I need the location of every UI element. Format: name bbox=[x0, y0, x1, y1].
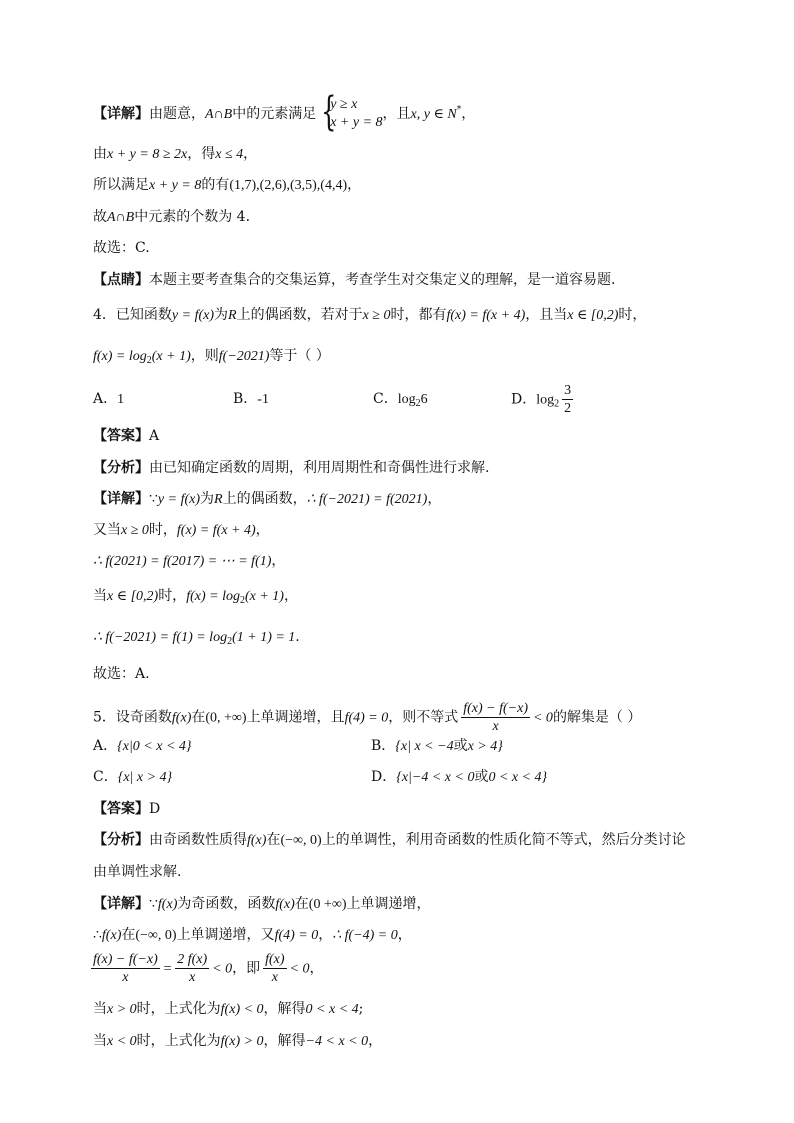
detail-tag: 【详解】 bbox=[93, 491, 149, 507]
math: x < 0 bbox=[107, 1034, 137, 1049]
text: 所以满足 bbox=[93, 177, 149, 193]
text: 上的偶函数， bbox=[222, 491, 307, 507]
math: f(x) = f(x + 4) bbox=[446, 308, 526, 323]
text: ， bbox=[347, 177, 362, 193]
fraction bbox=[562, 382, 573, 417]
q4-option-a[interactable] bbox=[93, 389, 124, 410]
math: f(x) bbox=[247, 833, 267, 848]
text: 5．设奇函数 bbox=[93, 709, 172, 726]
q5-detail-1 bbox=[93, 894, 431, 915]
option-value: -1 bbox=[257, 392, 269, 407]
math: ∴ f(−2021) = f(1) = log bbox=[93, 630, 228, 645]
math: f(x) = log bbox=[93, 349, 147, 364]
q3-text: 中的元素满足 bbox=[232, 106, 317, 122]
text: ∵ bbox=[149, 491, 158, 507]
text: ，则不等式 bbox=[388, 709, 459, 726]
math: = bbox=[162, 961, 173, 977]
math: < 0 bbox=[532, 710, 553, 726]
denominator: x bbox=[122, 970, 129, 985]
text: ，且当 bbox=[525, 307, 568, 323]
denominator: x bbox=[189, 970, 196, 985]
text: ， bbox=[271, 553, 286, 569]
equation-system: { y ≥ x x + y = 8 bbox=[321, 89, 383, 135]
answer-tag: 【答案】 bbox=[93, 428, 149, 444]
math: y = f(x) bbox=[157, 492, 201, 507]
text: 的解集是（ ） bbox=[552, 709, 642, 726]
inequality-fraction bbox=[461, 700, 530, 735]
math: x ≤ 4 bbox=[215, 147, 244, 162]
text: ， bbox=[427, 491, 442, 507]
q4-stem bbox=[93, 305, 646, 326]
detail-tag: 【详解】 bbox=[93, 106, 149, 122]
option-label: C． bbox=[373, 391, 398, 407]
text: ，解得 bbox=[263, 1033, 306, 1049]
math: f(x) bbox=[101, 928, 122, 943]
math: x ≥ 0 bbox=[362, 308, 391, 323]
math: f(−2021) bbox=[218, 349, 270, 364]
log-base: 2 bbox=[146, 355, 152, 366]
q5-detail-2 bbox=[93, 925, 412, 946]
q4-choose: 故选：A. bbox=[93, 666, 150, 682]
option-value: {x| x > 4} bbox=[117, 770, 173, 785]
q3-choose: 故选：C. bbox=[93, 240, 150, 256]
text: ，即 bbox=[232, 960, 261, 977]
text: 在 bbox=[294, 896, 309, 912]
q4-detail-1 bbox=[93, 489, 441, 510]
option-label: D． bbox=[511, 391, 537, 408]
numerator: f(x) − f(−x) bbox=[463, 701, 528, 716]
log-base: 2 bbox=[415, 398, 421, 409]
q4-option-d[interactable] bbox=[511, 382, 576, 417]
math: x ≥ 0 bbox=[121, 523, 149, 538]
q3-star: * bbox=[456, 105, 462, 115]
text: 又当 bbox=[93, 522, 121, 538]
detail-tag: 【详解】 bbox=[93, 896, 149, 912]
text: 为 bbox=[214, 307, 229, 323]
text: ， bbox=[243, 146, 258, 162]
option-value: {x|0 < x < 4} bbox=[117, 739, 192, 754]
math: (0, +∞) bbox=[205, 710, 247, 726]
q5-option-d[interactable] bbox=[371, 767, 547, 788]
text: 故 bbox=[93, 209, 107, 225]
math: f(x) bbox=[157, 897, 178, 912]
q3-text: ， bbox=[461, 106, 476, 122]
math: f(x) bbox=[171, 710, 192, 726]
text: 时，都有 bbox=[390, 307, 447, 323]
q3-comment bbox=[93, 270, 615, 290]
text: 等于（ ） bbox=[269, 348, 330, 364]
math: f(x) = f(x + 4) bbox=[176, 523, 256, 538]
math: ∴ f(2021) = f(2017) = ⋯ = f(1) bbox=[93, 554, 272, 569]
q5-option-c[interactable] bbox=[93, 767, 172, 788]
text: 时，上式化为 bbox=[136, 1001, 221, 1017]
system-row: x + y = 8 bbox=[330, 115, 383, 130]
text: ， bbox=[309, 960, 324, 977]
option-label: D． bbox=[371, 769, 397, 785]
math: 0 < x < 4 bbox=[305, 1002, 359, 1017]
text: 上单调递增，且 bbox=[246, 709, 345, 726]
q5-detail-4 bbox=[93, 999, 363, 1020]
text: ， bbox=[397, 927, 412, 943]
text: ， bbox=[368, 1033, 383, 1049]
math: x + y = 8 bbox=[149, 178, 202, 193]
system-row: y ≥ x bbox=[330, 97, 358, 112]
q5-stem bbox=[93, 700, 641, 735]
q3-detail-line bbox=[93, 89, 476, 135]
log-base: 2 bbox=[227, 636, 233, 647]
q3-line-3 bbox=[93, 175, 361, 196]
log-base: 2 bbox=[554, 398, 560, 410]
q5-detail-5 bbox=[93, 1031, 382, 1052]
text: 在 bbox=[121, 927, 136, 943]
q3-line-4 bbox=[93, 207, 250, 228]
q5-answer bbox=[93, 799, 160, 819]
analysis-tag: 【分析】 bbox=[93, 832, 149, 848]
option-value: 6 bbox=[420, 392, 428, 407]
option-value: x > 4} bbox=[467, 739, 503, 754]
numerator: 2 f(x) bbox=[177, 952, 208, 967]
math: −4 < x < 0 bbox=[305, 1034, 369, 1049]
math: f(4) = 0 bbox=[344, 710, 389, 726]
q5-option-a[interactable] bbox=[93, 736, 192, 757]
comment-tag: 【点睛】 bbox=[93, 272, 149, 288]
q4-stem-2 bbox=[93, 346, 330, 371]
text: ， bbox=[283, 588, 298, 604]
math: (1 + 1) = 1 bbox=[232, 630, 296, 645]
math: f(4) = 0 bbox=[274, 928, 319, 943]
q4-detail-3 bbox=[93, 551, 285, 572]
q4-analysis bbox=[93, 458, 489, 478]
text: 时，上式化为 bbox=[136, 1033, 221, 1049]
math: (−∞, 0) bbox=[135, 928, 177, 943]
text: 当 bbox=[93, 1001, 107, 1017]
q4-answer bbox=[93, 426, 159, 446]
q5-option-b[interactable] bbox=[371, 736, 503, 757]
fraction bbox=[263, 951, 286, 986]
q3-line-2 bbox=[93, 144, 257, 165]
q3-text: ，且 bbox=[382, 106, 411, 122]
option-label: A． bbox=[93, 738, 118, 754]
math: R bbox=[214, 492, 223, 507]
math: f(x) < 0 bbox=[220, 1002, 264, 1017]
text: 4．已知函数 bbox=[93, 307, 172, 323]
text: 上单调递增， bbox=[346, 896, 431, 912]
analysis-text: 由已知确定函数的周期，利用周期性和奇偶性进行求解. bbox=[149, 460, 490, 476]
option-value: {x| x < −4 bbox=[395, 739, 454, 754]
text: 当 bbox=[93, 588, 107, 604]
text: ∵ bbox=[149, 896, 158, 912]
math: R bbox=[228, 308, 237, 323]
denominator: 2 bbox=[564, 401, 572, 416]
fraction bbox=[91, 951, 160, 986]
text: 在 bbox=[191, 709, 206, 726]
q3-text: 由题意， bbox=[149, 106, 205, 122]
math: ∴ f(−2021) = f(2021) bbox=[306, 492, 428, 507]
q3-domain: x, y ∈ N bbox=[410, 107, 457, 122]
math: < 0 bbox=[289, 961, 310, 977]
text: ∴ bbox=[93, 927, 102, 943]
math: f(x) = log bbox=[186, 589, 240, 604]
denominator: x bbox=[492, 719, 499, 734]
math: y = f(x) bbox=[171, 308, 215, 323]
log-base: 2 bbox=[239, 595, 245, 606]
option-value: log bbox=[397, 392, 416, 407]
text: . bbox=[295, 629, 300, 645]
math: f(x) > 0 bbox=[220, 1034, 264, 1049]
text: 的有 bbox=[201, 177, 230, 193]
text: 时， bbox=[618, 307, 647, 323]
q5-detail-3 bbox=[91, 951, 323, 986]
math: ∴ f(−4) = 0 bbox=[332, 928, 398, 943]
text: 当 bbox=[93, 1033, 107, 1049]
option-value: 0 < x < 4} bbox=[488, 770, 548, 785]
comment-text: 本题主要考查集合的交集运算，考查学生对交集定义的理解，是一道容易题. bbox=[149, 272, 616, 288]
option-or: 或 bbox=[453, 738, 468, 754]
text: ，则 bbox=[190, 348, 219, 364]
q4-detail-5 bbox=[93, 627, 300, 652]
fraction bbox=[175, 951, 209, 986]
answer-tag: 【答案】 bbox=[93, 801, 149, 817]
math: < 0 bbox=[212, 961, 233, 977]
q4-option-b[interactable] bbox=[233, 389, 269, 410]
q3-set: A∩B bbox=[205, 107, 233, 122]
answer-value: D bbox=[149, 801, 161, 817]
math: (−∞, 0) bbox=[280, 833, 322, 848]
text: 为 bbox=[200, 491, 215, 507]
q5-analysis-1 bbox=[93, 830, 686, 851]
q4-detail-4 bbox=[93, 586, 298, 611]
text: 上单调递增，又 bbox=[176, 927, 275, 943]
numerator: f(x) bbox=[265, 952, 285, 967]
text: ， bbox=[255, 522, 270, 538]
numerator: f(x) − f(−x) bbox=[93, 952, 158, 967]
text: ， bbox=[318, 927, 333, 943]
math: x + y = 8 ≥ 2x bbox=[107, 147, 188, 162]
option-or: 或 bbox=[474, 769, 489, 785]
option-label: B． bbox=[371, 738, 396, 754]
option-label: C． bbox=[93, 769, 118, 785]
text: 上的偶函数，若对于 bbox=[236, 307, 363, 323]
math: (0 +∞) bbox=[308, 897, 347, 912]
option-value: 1 bbox=[117, 392, 125, 407]
math: (1,7),(2,6),(3,5),(4,4) bbox=[229, 178, 348, 193]
q5-analysis-2: 由单调性求解. bbox=[93, 864, 182, 880]
text: ; bbox=[358, 1001, 364, 1017]
q4-option-c[interactable] bbox=[373, 389, 428, 414]
answer-value: A bbox=[149, 428, 160, 444]
text: ，解得 bbox=[263, 1001, 306, 1017]
math: x ∈ [0,2) bbox=[567, 308, 619, 323]
math: x ∈ [0,2) bbox=[107, 589, 159, 604]
text: 在 bbox=[266, 832, 281, 848]
text: 由 bbox=[93, 146, 107, 162]
option-value: {x|−4 < x < 0 bbox=[396, 770, 475, 785]
text: 时， bbox=[158, 588, 187, 604]
math: (x + 1) bbox=[244, 589, 284, 604]
denominator: x bbox=[271, 970, 278, 985]
numerator: 3 bbox=[564, 383, 572, 398]
math: (x + 1) bbox=[151, 349, 191, 364]
q4-detail-2 bbox=[93, 520, 270, 541]
text: 上的单调性，利用奇函数的性质化简不等式，然后分类讨论 bbox=[321, 832, 686, 848]
option-value: log bbox=[536, 392, 555, 408]
text: 由奇函数性质得 bbox=[149, 832, 247, 848]
option-label: A． bbox=[93, 391, 118, 407]
option-label: B． bbox=[233, 391, 258, 407]
math: A∩B bbox=[107, 210, 135, 225]
analysis-tag: 【分析】 bbox=[93, 460, 149, 476]
text: 中元素的个数为 4. bbox=[134, 209, 251, 225]
text: ，得 bbox=[187, 146, 216, 162]
math: f(x) bbox=[275, 897, 295, 912]
text: 为奇函数，函数 bbox=[177, 896, 276, 912]
text: 时， bbox=[148, 522, 177, 538]
math: x > 0 bbox=[107, 1002, 137, 1017]
